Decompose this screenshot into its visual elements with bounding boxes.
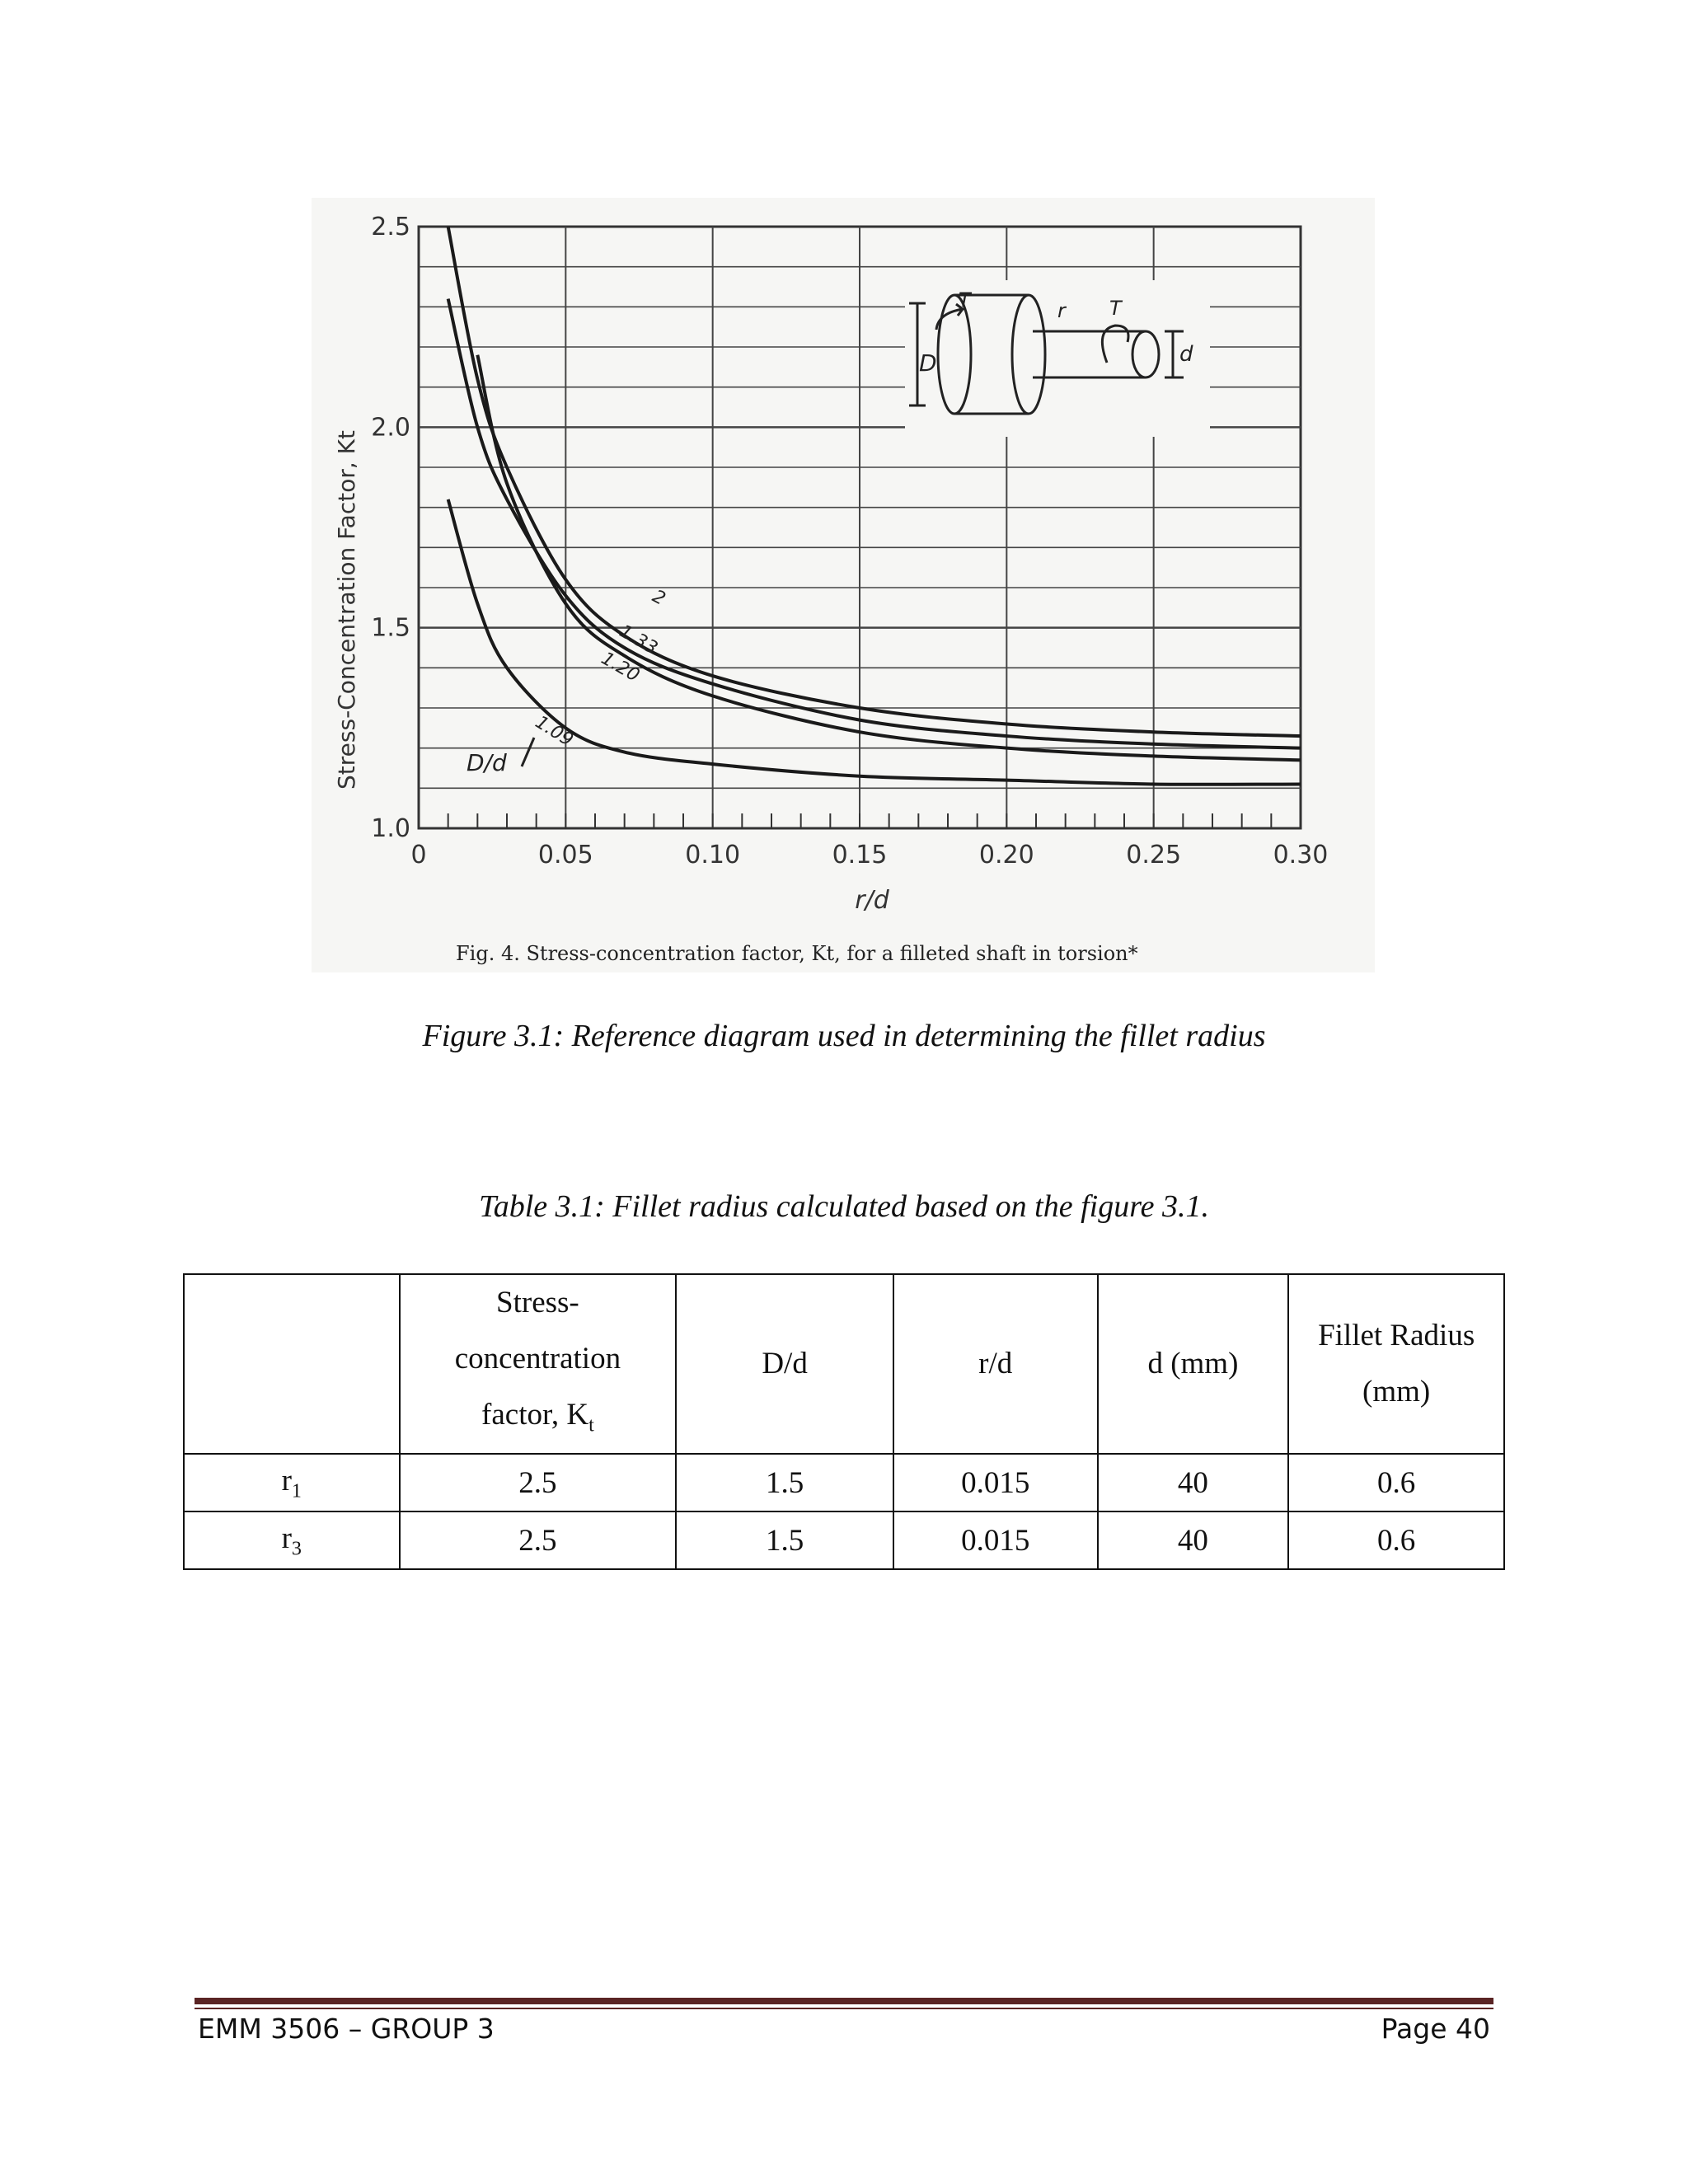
header-fillet bbox=[1288, 1274, 1504, 1454]
curve-label-1-33: 1.33 bbox=[616, 621, 661, 659]
x-tick-label: 0.05 bbox=[537, 841, 593, 869]
dd-arrow bbox=[522, 738, 534, 766]
header-blank bbox=[184, 1274, 400, 1454]
row-label: $r_1$ bbox=[184, 1454, 400, 1511]
cell-fillet: 0.6 bbox=[1288, 1454, 1504, 1511]
row-label: $r_3$ bbox=[184, 1511, 400, 1569]
fig-caption-original: Fig. 4. Stress-concentration factor, Kt, for a filleted shaft in torsion* bbox=[456, 942, 1138, 965]
curve-label-1-20: 1.20 bbox=[598, 648, 643, 687]
cell-rd: 0.015 bbox=[893, 1454, 1098, 1511]
figure-caption: Figure 3.1: Reference diagram used in determining the fillet radius bbox=[422, 1019, 1266, 1053]
x-axis-label: r/d bbox=[855, 886, 889, 915]
header-rd: r/d bbox=[893, 1274, 1098, 1454]
header-dd: D/d bbox=[676, 1274, 893, 1454]
y-tick-label: 1.5 bbox=[371, 613, 410, 643]
curve-1-09 bbox=[448, 499, 1301, 785]
footer-rule-thin bbox=[195, 2008, 1493, 2009]
footer-course: EMM 3506 – GROUP 3 bbox=[198, 2013, 495, 2045]
figure-image bbox=[312, 198, 1375, 972]
y-tick-label: 2.5 bbox=[371, 213, 410, 241]
table-row bbox=[184, 1511, 1504, 1569]
header-d: d (mm) bbox=[1098, 1274, 1289, 1454]
header-kt bbox=[400, 1274, 677, 1454]
cell-d: 40 bbox=[1098, 1454, 1289, 1511]
y-axis-label: Stress-Concentration Factor, Kt bbox=[333, 430, 360, 790]
y-tick-label: 2.0 bbox=[371, 413, 410, 443]
fillet-radius-table bbox=[183, 1273, 1505, 1570]
x-tick-label: 0.10 bbox=[685, 841, 741, 869]
cell-dd: 1.5 bbox=[676, 1454, 893, 1511]
shaft-label-r: r bbox=[1057, 299, 1066, 322]
shaft-label-T1: T bbox=[959, 288, 971, 312]
table-caption: Table 3.1: Fillet radius calculated based on the figure 3.1. bbox=[479, 1189, 1209, 1224]
header-fillet-line1: Fillet Radius bbox=[1318, 1319, 1475, 1353]
x-tick-label: 0.15 bbox=[832, 841, 888, 869]
header-kt-line3: factor, K bbox=[481, 1398, 589, 1432]
cell-dd: 1.5 bbox=[676, 1511, 893, 1569]
cell-kt: 2.5 bbox=[400, 1454, 677, 1511]
table-row bbox=[184, 1454, 1504, 1511]
header-kt-line2: concentration bbox=[454, 1342, 621, 1376]
curve-label-1-09: 1.09 bbox=[531, 711, 577, 752]
x-tick-label: 0.20 bbox=[978, 841, 1034, 869]
dd-label: D/d bbox=[467, 749, 507, 776]
x-tick-label: 0.25 bbox=[1126, 841, 1182, 869]
cell-fillet: 0.6 bbox=[1288, 1511, 1504, 1569]
cell-kt: 2.5 bbox=[400, 1511, 677, 1569]
table-header-row bbox=[184, 1274, 1504, 1454]
footer-rule bbox=[195, 1998, 1493, 2004]
stress-concentration-chart bbox=[312, 198, 1375, 972]
x-tick-label: 0 bbox=[410, 841, 427, 869]
y-tick-label: 1.0 bbox=[371, 814, 410, 843]
x-tick-label: 0.30 bbox=[1273, 841, 1329, 869]
footer-page-number: Page 40 bbox=[1381, 2013, 1490, 2045]
cell-d: 40 bbox=[1098, 1511, 1289, 1569]
shaft-label-D: D bbox=[919, 349, 937, 377]
cell-rd: 0.015 bbox=[893, 1511, 1098, 1569]
shaft-label-d: d bbox=[1179, 342, 1193, 367]
header-fillet-line2: (mm) bbox=[1362, 1375, 1431, 1409]
header-kt-sub: t bbox=[588, 1414, 594, 1436]
header-kt-line1: Stress- bbox=[496, 1286, 579, 1319]
curve-label-2: 2 bbox=[649, 586, 669, 610]
shaft-label-T2: T bbox=[1109, 297, 1122, 320]
